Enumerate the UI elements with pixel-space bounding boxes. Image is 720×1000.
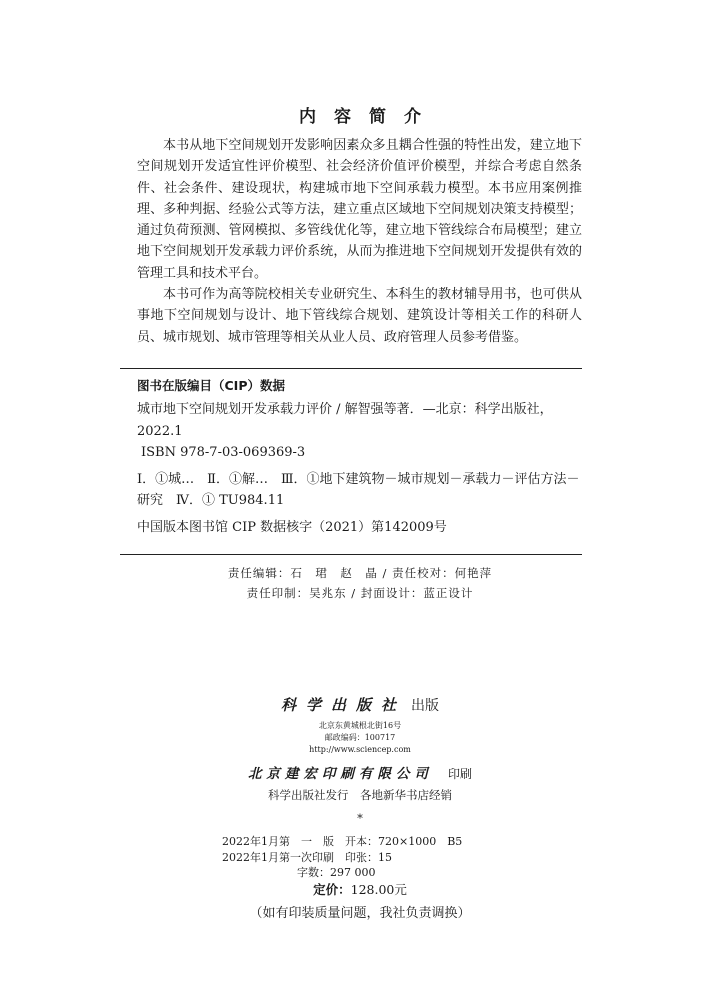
cip-heading: 图书在版编目（CIP）数据 xyxy=(137,378,285,393)
summary-title: 内容简介 xyxy=(299,107,439,127)
summary-text xyxy=(137,135,582,348)
printing-credits: 责任印制：吴兆东 / 封面设计：蓝正设计 xyxy=(246,586,474,600)
separator-star: * xyxy=(357,811,363,825)
cip-bottom-rule xyxy=(120,554,582,555)
quality-note: （如有印装质量问题，我社负责调换） xyxy=(249,906,471,921)
publisher-postcode: 邮政编码：100717 xyxy=(324,733,396,742)
cip-record-block xyxy=(137,399,582,538)
summary-paragraph-2: 本书可作为高等院校相关专业研究生、本科生的教材辅导用书，也可供从事地下空间规划与设计、地下管线综合规划、建筑设计等相关工作的科研人员、城市规划、城市管理等相关从业人员、政府管理人员参考借鉴。 xyxy=(137,287,582,345)
price-label: 定价： xyxy=(313,882,351,897)
summary-paragraph-1: 本书从地下空间规划开发影响因素众多且耦合性强的特性出发，建立地下空间规划开发适宜性评价模型、社会经济价值评价模型，并综合考虑自然条件、社会条件、建设现状，构建城市地下空间承载力模型。本书应用案例推理、多种判据、经验公式等方法，建立重点区域地下空间规划决策支持模型；通过负荷预测、管网模拟、多管线优化等，建立地下管线综合布局模型；建立地下空间规划开发承载力评价系统，从而为推进地下空间规划开发提供有效的管理工具和技术平台。 xyxy=(137,138,582,281)
cip-top-rule xyxy=(120,368,582,369)
editor-credits: 责任编辑：石 珺 赵 晶 / 责任校对：何艳萍 xyxy=(227,566,493,580)
cip-subjects: Ⅰ．①城… Ⅱ．①解… Ⅲ．①地下建筑物－城市规划－承载力－评估方法－研究 Ⅳ．① TU984.11 xyxy=(137,471,580,508)
printer-line xyxy=(0,762,720,782)
cip-check-number: 中国版本图书馆 CIP 数据核字（2021）第142009号 xyxy=(137,519,447,535)
word-count-line: 字数：297 000 xyxy=(297,866,376,879)
printer-name: 北京建宏印刷有限公司 xyxy=(247,766,433,782)
publisher-website: http://www.sciencep.com xyxy=(309,745,411,754)
price-line xyxy=(0,880,720,898)
cip-record: 城市地下空间规划开发承载力评价 / 解智强等著．—北京：科学出版社，2022.1 xyxy=(137,402,553,439)
publisher-line xyxy=(0,694,720,715)
publisher-suffix: 出版 xyxy=(411,698,440,714)
price-value: 128.00元 xyxy=(350,882,407,897)
publisher-address: 北京东黄城根北街16号 xyxy=(318,721,402,730)
printer-suffix: 印刷 xyxy=(448,767,473,781)
edition-line: 2022年1月第 一 版 开本：720×1000 B5 xyxy=(222,835,463,848)
cip-isbn: ISBN 978-7-03-069369-3 xyxy=(141,445,306,460)
distribution-line: 科学出版社发行 各地新华书店经销 xyxy=(268,788,452,802)
publisher-logo-text: 科学出版社 xyxy=(280,696,406,714)
impression-line: 2022年1月第一次印刷 印张：15 xyxy=(222,851,392,864)
